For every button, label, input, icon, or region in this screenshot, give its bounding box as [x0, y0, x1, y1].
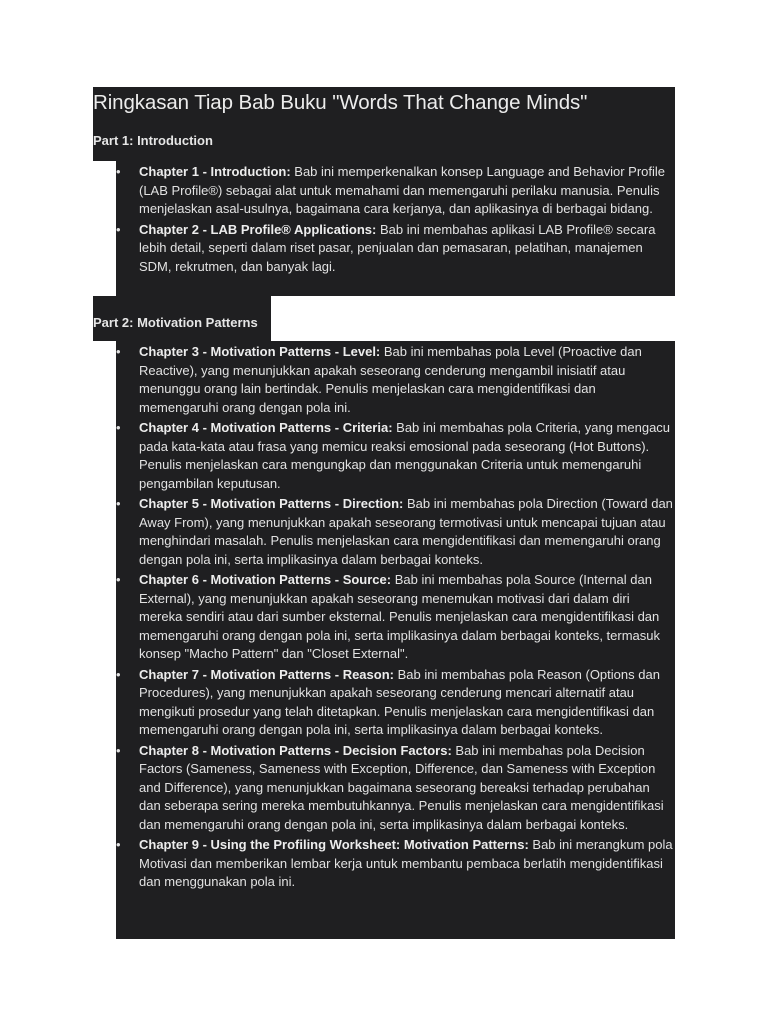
bullet-icon: • — [116, 837, 121, 852]
chapter-item-6 — [116, 571, 675, 664]
chapter-item-1 — [116, 163, 675, 219]
chapter-title: Chapter 6 - Motivation Patterns - Source: — [139, 572, 392, 587]
bullet-icon: • — [116, 164, 121, 179]
chapter-summary: Bab ini membahas pola Reason (Options dan Procedures), yang menunjukkan apakah seseorang cenderung mencari alternatif atau mengikuti prosedur yang telah ditetapkan. Penulis menjelaskan cara mengidentifikasi dan memengaruhi orang dengan pola ini, serta implikasinya dalam berbagai konteks. — [139, 666, 660, 737]
chapter-title: Chapter 4 - Motivation Patterns - Criteria: — [139, 420, 393, 435]
chapter-item-4 — [116, 419, 675, 493]
chapter-summary: Bab ini membahas pola Source (Internal dan External), yang menunjukkan apakah seseorang menemukan motivasi dari dalam diri mereka sendiri atau dari sumber eksternal. Penulis menjelaskan cara mengidentifikasi dan memengaruhi orang dengan pola ini, serta implikasinya dalam berbagai konteks, termasuk konsep "Macho Pattern" dan "Closet External". — [139, 572, 661, 661]
chapter-item-2 — [116, 221, 675, 277]
chapter-item-7 — [116, 666, 675, 740]
chapter-summary: Bab ini membahas aplikasi LAB Profile® secara lebih detail, seperti dalam riset pasar, penjualan dan pemasaran, pelatihan, manajemen SDM, rekrutmen, dan banyak lagi. — [139, 221, 656, 274]
chapter-list — [116, 163, 675, 278]
part-1-heading: Part 1: Introduction — [93, 133, 213, 148]
chapter-item-9 — [116, 836, 675, 892]
chapter-item-3 — [116, 343, 675, 417]
chapter-summary: Bab ini membahas pola Decision Factors (Sameness, Sameness with Exception, Difference, dan Sameness with Exception and Difference), yang menunjukkan bagaimana seseorang bereaksi terhadap perubahan dan seberapa sering mereka membutuhkannya. Penulis menjelaskan cara mengidentifikasi dan memengaruhi orang dengan pola ini, serta implikasinya dalam berbagai konteks. — [139, 742, 664, 832]
chapter-item-5 — [116, 495, 675, 569]
chapter-title: Chapter 1 - Introduction: — [139, 164, 291, 179]
chapter-title: Chapter 9 - Using the Profiling Worksheet: Motivation Patterns: — [139, 837, 529, 852]
bullet-icon: • — [116, 742, 121, 758]
page-title: Ringkasan Tiap Bab Buku "Words That Change Minds" — [93, 91, 588, 114]
bullet-icon: • — [116, 666, 121, 682]
title-block — [93, 87, 675, 120]
bullet-icon: • — [116, 344, 121, 359]
chapter-title: Chapter 7 - Motivation Patterns - Reason: — [139, 666, 394, 682]
chapter-summary: Bab ini memperkenalkan konsep Language and Behavior Profile (LAB Profile®) sebagai alat untuk memahami dan memengaruhi perilaku manusia. Penulis menjelaskan asal-usulnya, bagaimana cara kerjanya, dan aplikasinya di berbagai bidang. — [139, 164, 666, 216]
chapter-summary: Bab ini merangkum pola Motivasi dan memberikan lembar kerja untuk membantu pembaca berlatih mengidentifikasi dan menggunakan pola ini. — [139, 837, 673, 889]
part-2-heading: Part 2: Motivation Patterns — [93, 315, 258, 330]
part-2-header — [93, 296, 271, 341]
part-2-chapter-list — [116, 341, 675, 939]
chapter-title: Chapter 2 - LAB Profile® Applications: — [139, 221, 377, 237]
bullet-icon: • — [116, 420, 121, 435]
part-1-chapter-list — [116, 161, 675, 296]
chapter-list — [116, 343, 675, 894]
bullet-icon: • — [116, 496, 121, 511]
chapter-title: Chapter 5 - Motivation Patterns - Direction: — [139, 496, 404, 511]
bullet-icon: • — [116, 221, 121, 237]
chapter-summary: Bab ini membahas pola Level (Proactive dan Reactive), yang menunjukkan apakah seseorang cenderung mengambil inisiatif atau menunggu orang lain bertindak. Penulis menjelaskan cara mengidentifikasi dan memengaruhi orang dengan pola ini. — [139, 344, 642, 415]
chapter-title: Chapter 8 - Motivation Patterns - Decision Factors: — [139, 742, 452, 758]
chapter-summary: Bab ini membahas pola Direction (Toward dan Away From), yang menunjukkan apakah seseorang termotivasi untuk mencapai tujuan atau menghindari masalah. Penulis menjelaskan cara mengidentifikasi dan memengaruhi orang dengan pola ini, serta implikasinya dalam berbagai konteks. — [139, 496, 673, 567]
part-1-header — [93, 120, 675, 161]
chapter-title: Chapter 3 - Motivation Patterns - Level: — [139, 344, 381, 359]
bullet-icon: • — [116, 572, 121, 587]
chapter-item-8 — [116, 742, 675, 835]
chapter-summary: Bab ini membahas pola Criteria, yang mengacu pada kata-kata atau frasa yang memicu reaksi emosional pada seseorang (Hot Buttons). Penulis menjelaskan cara mengungkap dan menggunakan Criteria untuk memengaruhi pengambilan keputusan. — [139, 420, 671, 491]
document-page — [93, 87, 675, 939]
